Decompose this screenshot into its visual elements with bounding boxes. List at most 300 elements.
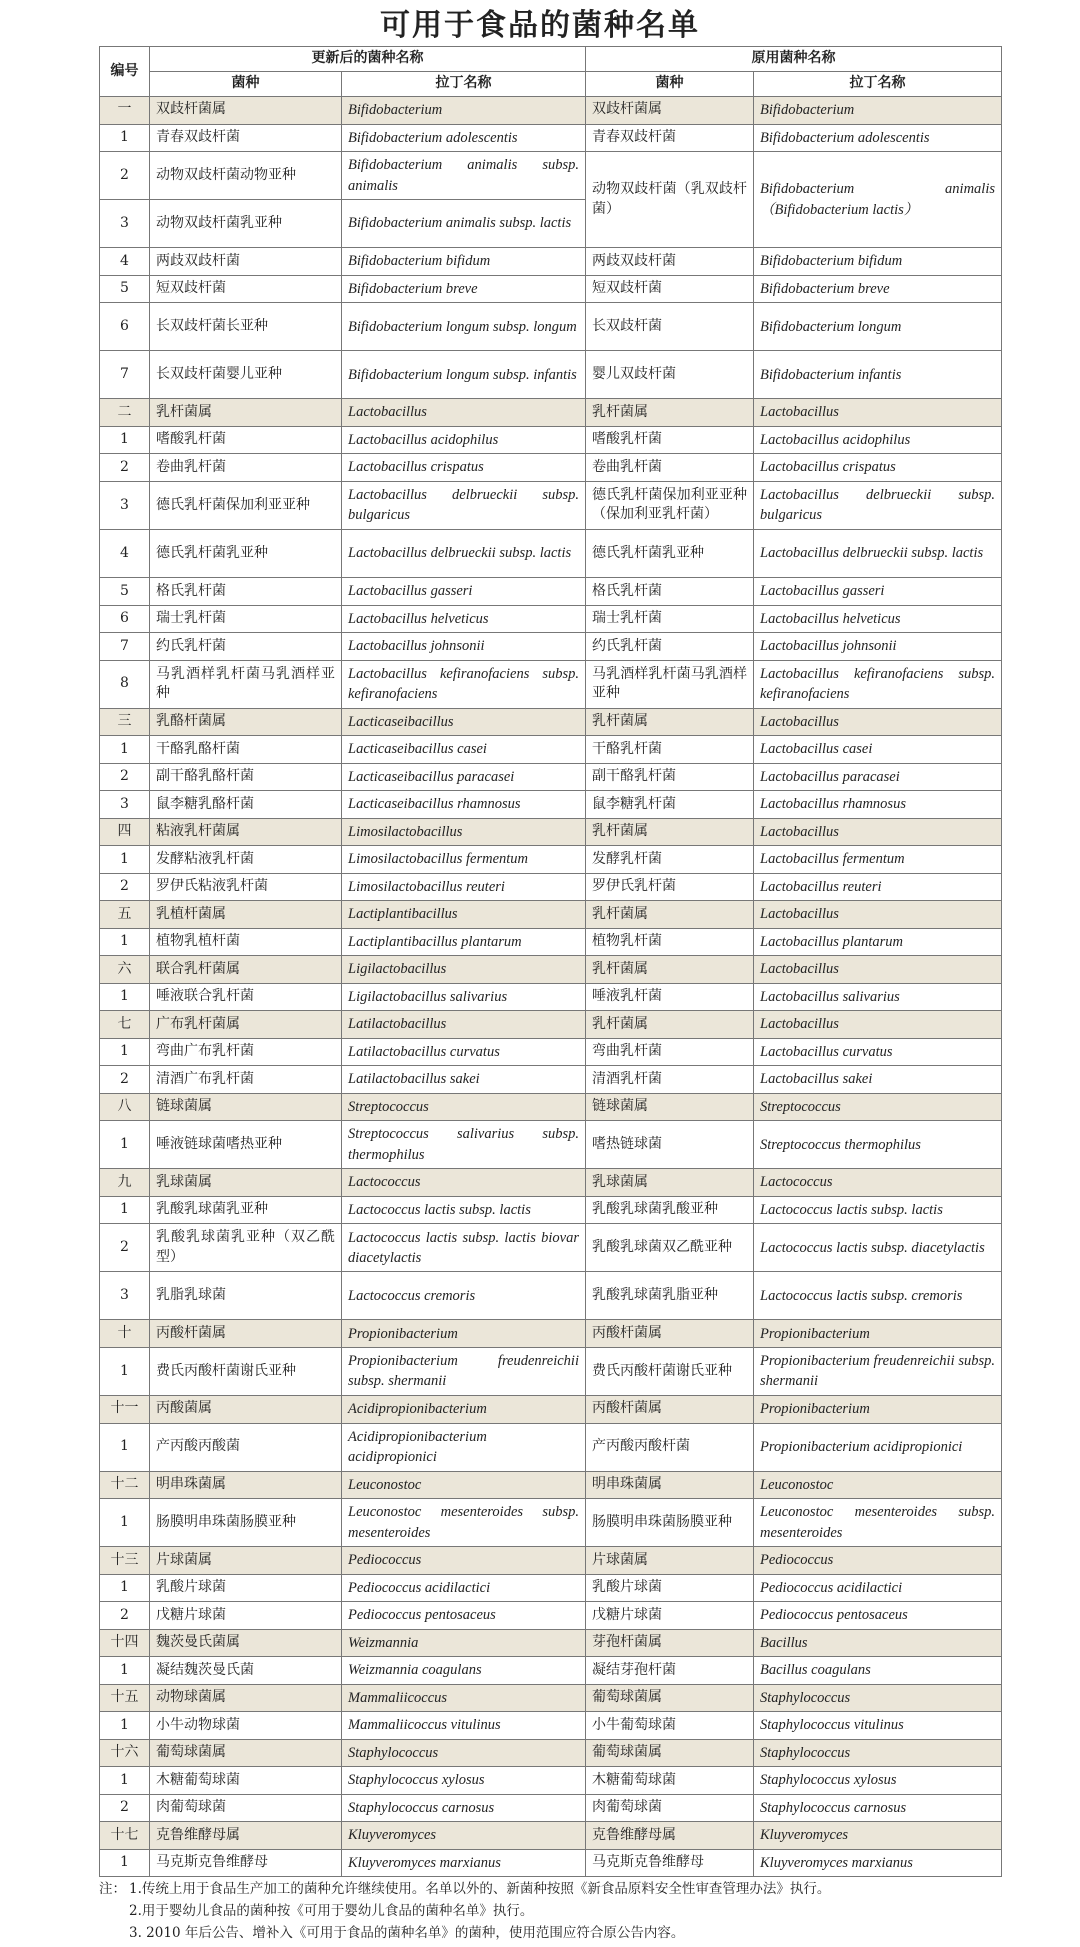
updated-species-name: 粘液乳杆菌属: [150, 818, 342, 846]
genus-row: [100, 901, 1002, 929]
header-original-names: 原用菌种名称: [586, 47, 1002, 72]
species-row: [100, 1038, 1002, 1066]
updated-species-name: 动物球菌属: [150, 1684, 342, 1712]
updated-species-name: 罗伊氏粘液乳杆菌: [150, 873, 342, 901]
row-number: 2: [100, 873, 150, 901]
updated-species-name: 链球菌属: [150, 1093, 342, 1121]
original-latin-name: Lactobacillus: [754, 708, 1002, 736]
updated-latin-name: Kluyveromyces marxianus: [342, 1849, 586, 1877]
updated-species-name: 马乳酒样乳杆菌马乳酒样亚种: [150, 660, 342, 708]
header-original-species: 菌种: [586, 72, 754, 97]
genus-row: [100, 1169, 1002, 1197]
updated-species-name: 清酒广布乳杆菌: [150, 1066, 342, 1094]
updated-species-name: 乳球菌属: [150, 1169, 342, 1197]
updated-species-name: 格氏乳杆菌: [150, 578, 342, 606]
updated-species-name: 瑞士乳杆菌: [150, 605, 342, 633]
original-latin-name: Lactobacillus johnsonii: [754, 633, 1002, 661]
row-number: 6: [100, 605, 150, 633]
updated-species-name: 唾液联合乳杆菌: [150, 983, 342, 1011]
row-number: 2: [100, 1066, 150, 1094]
updated-species-name: 肠膜明串珠菌肠膜亚种: [150, 1499, 342, 1547]
updated-latin-name: Weizmannia: [342, 1629, 586, 1657]
original-latin-name: Propionibacterium: [754, 1320, 1002, 1348]
row-number: 1: [100, 426, 150, 454]
original-species-name: 乳酸乳球菌乳脂亚种: [586, 1272, 754, 1320]
row-number: 7: [100, 633, 150, 661]
original-latin-name: Lactobacillus plantarum: [754, 928, 1002, 956]
updated-latin-name: Mammaliicoccus: [342, 1684, 586, 1712]
updated-latin-name: Staphylococcus xylosus: [342, 1767, 586, 1795]
row-number: 1: [100, 1499, 150, 1547]
updated-latin-name: Lactobacillus acidophilus: [342, 426, 586, 454]
species-row: [100, 1499, 1002, 1547]
original-latin-name: Staphylococcus vitulinus: [754, 1712, 1002, 1740]
species-row: [100, 303, 1002, 351]
row-number: 2: [100, 454, 150, 482]
original-latin-name: Staphylococcus xylosus: [754, 1767, 1002, 1795]
original-latin-name: Lactobacillus salivarius: [754, 983, 1002, 1011]
updated-species-name: 植物乳植杆菌: [150, 928, 342, 956]
original-latin-name: Pediococcus pentosaceus: [754, 1602, 1002, 1630]
species-row: [100, 578, 1002, 606]
updated-latin-name: Acidipropionibacterium: [342, 1396, 586, 1424]
genus-row: [100, 1629, 1002, 1657]
updated-species-name: 乳酸乳球菌乳亚种: [150, 1196, 342, 1224]
updated-species-name: 唾液链球菌嗜热亚种: [150, 1121, 342, 1169]
row-number: 5: [100, 275, 150, 303]
note-text: 1.传统上用于食品生产加工的菌种允许继续使用。名单以外的、新菌种按照《新食品原料安全性审查管理办法》执行。: [129, 1881, 831, 1897]
row-number: 7: [100, 351, 150, 399]
row-number: 三: [100, 708, 150, 736]
note-line-1: [99, 1878, 1029, 1900]
updated-species-name: 乳酪杆菌属: [150, 708, 342, 736]
row-number: 1: [100, 1038, 150, 1066]
updated-species-name: 产丙酸丙酸菌: [150, 1423, 342, 1471]
updated-latin-name: Lactobacillus delbrueckii subsp. lactis: [342, 529, 586, 577]
species-row: [100, 1196, 1002, 1224]
header-row-sub: [100, 72, 1002, 97]
updated-latin-name: Limosilactobacillus fermentum: [342, 846, 586, 874]
row-number: 1: [100, 1574, 150, 1602]
updated-species-name: 长双歧杆菌长亚种: [150, 303, 342, 351]
genus-row: [100, 1547, 1002, 1575]
genus-row: [100, 1739, 1002, 1767]
original-latin-name: Lactobacillus crispatus: [754, 454, 1002, 482]
header-row-top: [100, 47, 1002, 72]
original-species-name: 罗伊氏乳杆菌: [586, 873, 754, 901]
updated-latin-name: Propionibacterium freudenreichii subsp. shermanii: [342, 1347, 586, 1395]
updated-latin-name: Bifidobacterium longum subsp. infantis: [342, 351, 586, 399]
original-latin-name: Lactobacillus reuteri: [754, 873, 1002, 901]
original-species-name: 乳杆菌属: [586, 708, 754, 736]
updated-latin-name: Bifidobacterium breve: [342, 275, 586, 303]
updated-latin-name: Latilactobacillus sakei: [342, 1066, 586, 1094]
original-latin-name: Lactobacillus: [754, 818, 1002, 846]
original-species-name: 产丙酸丙酸杆菌: [586, 1423, 754, 1471]
updated-species-name: 发酵粘液乳杆菌: [150, 846, 342, 874]
original-latin-name: Leuconostoc mesenteroides subsp. mesenteroides: [754, 1499, 1002, 1547]
original-latin-name: Lactobacillus acidophilus: [754, 426, 1002, 454]
row-number: 1: [100, 736, 150, 764]
updated-species-name: 动物双歧杆菌动物亚种: [150, 152, 342, 200]
row-number: 3: [100, 481, 150, 529]
row-number: 2: [100, 1602, 150, 1630]
row-number: 一: [100, 97, 150, 125]
row-number: 1: [100, 846, 150, 874]
updated-species-name: 丙酸菌属: [150, 1396, 342, 1424]
species-row: [100, 351, 1002, 399]
original-latin-name: Bifidobacterium bifidum: [754, 248, 1002, 276]
note-text: 3. 2010 年后公告、增补入《可用于食品的菌种名单》的菌种，使用范围应符合原公告内容。: [129, 1925, 685, 1941]
updated-species-name: 约氏乳杆菌: [150, 633, 342, 661]
row-number: 1: [100, 983, 150, 1011]
row-number: 四: [100, 818, 150, 846]
original-species-name: 马克斯克鲁维酵母: [586, 1849, 754, 1877]
row-number: 3: [100, 200, 150, 248]
row-number: 1: [100, 1712, 150, 1740]
updated-latin-name: Lactobacillus helveticus: [342, 605, 586, 633]
original-latin-name: Pediococcus: [754, 1547, 1002, 1575]
updated-latin-name: Latilactobacillus curvatus: [342, 1038, 586, 1066]
updated-species-name: 克鲁维酵母属: [150, 1822, 342, 1850]
updated-species-name: 联合乳杆菌属: [150, 956, 342, 984]
genus-row: [100, 818, 1002, 846]
updated-latin-name: Lacticaseibacillus casei: [342, 736, 586, 764]
original-species-name: 木糖葡萄球菌: [586, 1767, 754, 1795]
row-number: 十四: [100, 1629, 150, 1657]
species-row: [100, 1347, 1002, 1395]
original-latin-name: Propionibacterium freudenreichii subsp. shermanii: [754, 1347, 1002, 1395]
row-number: 十三: [100, 1547, 150, 1575]
species-row: [100, 763, 1002, 791]
row-number: 十五: [100, 1684, 150, 1712]
original-latin-name: Streptococcus thermophilus: [754, 1121, 1002, 1169]
species-row: [100, 928, 1002, 956]
species-row: [100, 426, 1002, 454]
row-number: 1: [100, 1121, 150, 1169]
original-species-name: 芽孢杆菌属: [586, 1629, 754, 1657]
genus-row: [100, 1822, 1002, 1850]
species-row: [100, 454, 1002, 482]
original-species-name: 乳杆菌属: [586, 818, 754, 846]
original-latin-name: Bifidobacterium animalis （Bifidobacterium lactis）: [754, 152, 1002, 248]
original-latin-name: Propionibacterium: [754, 1396, 1002, 1424]
original-species-name: 短双歧杆菌: [586, 275, 754, 303]
header-original-latin: 拉丁名称: [754, 72, 1002, 97]
updated-species-name: 乳酸乳球菌乳亚种（双乙酰型）: [150, 1224, 342, 1272]
genus-row: [100, 399, 1002, 427]
row-number: 六: [100, 956, 150, 984]
species-row: [100, 605, 1002, 633]
original-species-name: 小牛葡萄球菌: [586, 1712, 754, 1740]
note-line-3: [99, 1922, 1029, 1944]
updated-latin-name: Lactobacillus crispatus: [342, 454, 586, 482]
header-updated-latin: 拉丁名称: [342, 72, 586, 97]
species-row: [100, 1224, 1002, 1272]
updated-latin-name: Staphylococcus: [342, 1739, 586, 1767]
original-latin-name: Bacillus coagulans: [754, 1657, 1002, 1685]
genus-row: [100, 1093, 1002, 1121]
genus-row: [100, 1320, 1002, 1348]
original-species-name: 凝结芽孢杆菌: [586, 1657, 754, 1685]
updated-latin-name: Streptococcus: [342, 1093, 586, 1121]
updated-latin-name: Weizmannia coagulans: [342, 1657, 586, 1685]
row-number: 二: [100, 399, 150, 427]
genus-row: [100, 1471, 1002, 1499]
row-number: 3: [100, 791, 150, 819]
original-species-name: 德氏乳杆菌乳亚种: [586, 529, 754, 577]
species-row: [100, 248, 1002, 276]
updated-species-name: 丙酸杆菌属: [150, 1320, 342, 1348]
updated-species-name: 乳杆菌属: [150, 399, 342, 427]
original-species-name: 丙酸杆菌属: [586, 1320, 754, 1348]
row-number: 十七: [100, 1822, 150, 1850]
row-number: 十二: [100, 1471, 150, 1499]
row-number: 4: [100, 248, 150, 276]
updated-latin-name: Bifidobacterium bifidum: [342, 248, 586, 276]
updated-species-name: 德氏乳杆菌保加利亚亚种: [150, 481, 342, 529]
row-number: 1: [100, 1849, 150, 1877]
updated-species-name: 长双歧杆菌婴儿亚种: [150, 351, 342, 399]
original-species-name: 费氏丙酸杆菌谢氏亚种: [586, 1347, 754, 1395]
updated-species-name: 乳脂乳球菌: [150, 1272, 342, 1320]
original-latin-name: Lactobacillus delbrueckii subsp. lactis: [754, 529, 1002, 577]
row-number: 6: [100, 303, 150, 351]
original-species-name: 格氏乳杆菌: [586, 578, 754, 606]
row-number: 五: [100, 901, 150, 929]
original-species-name: 葡萄球菌属: [586, 1739, 754, 1767]
species-row: [100, 873, 1002, 901]
updated-species-name: 马克斯克鲁维酵母: [150, 1849, 342, 1877]
original-latin-name: Lactobacillus helveticus: [754, 605, 1002, 633]
species-row: [100, 529, 1002, 577]
original-species-name: 肠膜明串珠菌肠膜亚种: [586, 1499, 754, 1547]
updated-latin-name: Lactobacillus kefiranofaciens subsp. kefiranofaciens: [342, 660, 586, 708]
original-species-name: 瑞士乳杆菌: [586, 605, 754, 633]
updated-latin-name: Bifidobacterium animalis subsp. animalis: [342, 152, 586, 200]
updated-latin-name: Lactobacillus delbrueckii subsp. bulgaricus: [342, 481, 586, 529]
updated-species-name: 卷曲乳杆菌: [150, 454, 342, 482]
row-number: 2: [100, 1224, 150, 1272]
original-species-name: 乳杆菌属: [586, 1011, 754, 1039]
original-species-name: 乳酸乳球菌乳酸亚种: [586, 1196, 754, 1224]
row-number: 九: [100, 1169, 150, 1197]
original-species-name: 丙酸杆菌属: [586, 1396, 754, 1424]
original-species-name: 双歧杆菌属: [586, 97, 754, 125]
species-row: [100, 1066, 1002, 1094]
header-updated-names: 更新后的菌种名称: [150, 47, 586, 72]
updated-latin-name: Lactococcus lactis subsp. lactis biovar diacetylactis: [342, 1224, 586, 1272]
row-number: 4: [100, 529, 150, 577]
updated-latin-name: Latilactobacillus: [342, 1011, 586, 1039]
original-species-name: 乳酸片球菌: [586, 1574, 754, 1602]
original-latin-name: Staphylococcus carnosus: [754, 1794, 1002, 1822]
original-latin-name: Lactobacillus paracasei: [754, 763, 1002, 791]
updated-species-name: 动物双歧杆菌乳亚种: [150, 200, 342, 248]
updated-latin-name: Leuconostoc mesenteroides subsp. mesenteroides: [342, 1499, 586, 1547]
updated-species-name: 嗜酸乳杆菌: [150, 426, 342, 454]
row-number: 1: [100, 1767, 150, 1795]
original-latin-name: Lactobacillus delbrueckii subsp. bulgaricus: [754, 481, 1002, 529]
species-row: [100, 124, 1002, 152]
header-number: 编号: [100, 47, 150, 97]
updated-latin-name: Ligilactobacillus: [342, 956, 586, 984]
updated-latin-name: Lacticaseibacillus paracasei: [342, 763, 586, 791]
notes-label: 注：: [99, 1881, 126, 1897]
original-species-name: 乳球菌属: [586, 1169, 754, 1197]
original-species-name: 乳杆菌属: [586, 399, 754, 427]
original-species-name: 葡萄球菌属: [586, 1684, 754, 1712]
updated-species-name: 青春双歧杆菌: [150, 124, 342, 152]
original-latin-name: Staphylococcus: [754, 1684, 1002, 1712]
updated-species-name: 乳酸片球菌: [150, 1574, 342, 1602]
updated-latin-name: Streptococcus salivarius subsp. thermophilus: [342, 1121, 586, 1169]
updated-species-name: 弯曲广布乳杆菌: [150, 1038, 342, 1066]
row-number: 3: [100, 1272, 150, 1320]
species-row: [100, 983, 1002, 1011]
updated-latin-name: Bifidobacterium animalis subsp. lactis: [342, 200, 586, 248]
updated-latin-name: Bifidobacterium: [342, 97, 586, 125]
updated-species-name: 戊糖片球菌: [150, 1602, 342, 1630]
original-latin-name: Lactobacillus: [754, 901, 1002, 929]
species-row: [100, 1272, 1002, 1320]
updated-species-name: 魏茨曼氏菌属: [150, 1629, 342, 1657]
species-row: [100, 846, 1002, 874]
species-row: [100, 275, 1002, 303]
row-number: 1: [100, 1347, 150, 1395]
original-latin-name: Bifidobacterium breve: [754, 275, 1002, 303]
strain-table-container: [99, 46, 1001, 1876]
original-latin-name: Lactococcus lactis subsp. lactis: [754, 1196, 1002, 1224]
note-text: 2.用于婴幼儿食品的菌种按《可用于婴幼儿食品的菌种名单》执行。: [129, 1903, 534, 1919]
original-latin-name: Bacillus: [754, 1629, 1002, 1657]
updated-latin-name: Lactococcus: [342, 1169, 586, 1197]
original-species-name: 植物乳杆菌: [586, 928, 754, 956]
updated-latin-name: Lacticaseibacillus: [342, 708, 586, 736]
updated-species-name: 小牛动物球菌: [150, 1712, 342, 1740]
updated-species-name: 片球菌属: [150, 1547, 342, 1575]
species-row: [100, 1849, 1002, 1877]
updated-latin-name: Kluyveromyces: [342, 1822, 586, 1850]
updated-species-name: 广布乳杆菌属: [150, 1011, 342, 1039]
original-species-name: 卷曲乳杆菌: [586, 454, 754, 482]
species-row: [100, 633, 1002, 661]
row-number: 2: [100, 763, 150, 791]
original-latin-name: Kluyveromyces marxianus: [754, 1849, 1002, 1877]
original-species-name: 乳杆菌属: [586, 956, 754, 984]
original-latin-name: Lactobacillus rhamnosus: [754, 791, 1002, 819]
original-species-name: 动物双歧杆菌（乳双歧杆菌）: [586, 152, 754, 248]
updated-latin-name: Pediococcus acidilactici: [342, 1574, 586, 1602]
row-number: 2: [100, 1794, 150, 1822]
updated-latin-name: Leuconostoc: [342, 1471, 586, 1499]
updated-latin-name: Mammaliicoccus vitulinus: [342, 1712, 586, 1740]
page-title: 可用于食品的菌种名单: [380, 8, 700, 43]
row-number: 八: [100, 1093, 150, 1121]
updated-latin-name: Acidipropionibacterium acidipropionici: [342, 1423, 586, 1471]
updated-latin-name: Lactiplantibacillus plantarum: [342, 928, 586, 956]
updated-latin-name: Pediococcus: [342, 1547, 586, 1575]
original-latin-name: Bifidobacterium adolescentis: [754, 124, 1002, 152]
row-number: 1: [100, 124, 150, 152]
original-species-name: 链球菌属: [586, 1093, 754, 1121]
original-latin-name: Bifidobacterium: [754, 97, 1002, 125]
updated-latin-name: Lactococcus cremoris: [342, 1272, 586, 1320]
updated-species-name: 鼠李糖乳酪杆菌: [150, 791, 342, 819]
updated-latin-name: Propionibacterium: [342, 1320, 586, 1348]
original-latin-name: Propionibacterium acidipropionici: [754, 1423, 1002, 1471]
species-row: [100, 1657, 1002, 1685]
updated-species-name: 费氏丙酸杆菌谢氏亚种: [150, 1347, 342, 1395]
original-latin-name: Bifidobacterium infantis: [754, 351, 1002, 399]
original-species-name: 青春双歧杆菌: [586, 124, 754, 152]
original-latin-name: Leuconostoc: [754, 1471, 1002, 1499]
updated-latin-name: Bifidobacterium adolescentis: [342, 124, 586, 152]
original-latin-name: Lactobacillus kefiranofaciens subsp. kefiranofaciens: [754, 660, 1002, 708]
species-row: [100, 1121, 1002, 1169]
row-number: 1: [100, 1657, 150, 1685]
original-species-name: 干酪乳杆菌: [586, 736, 754, 764]
original-species-name: 约氏乳杆菌: [586, 633, 754, 661]
species-row: [100, 1574, 1002, 1602]
updated-species-name: 凝结魏茨曼氏菌: [150, 1657, 342, 1685]
genus-row: [100, 1396, 1002, 1424]
updated-latin-name: Lactiplantibacillus: [342, 901, 586, 929]
original-latin-name: Streptococcus: [754, 1093, 1002, 1121]
original-latin-name: Staphylococcus: [754, 1739, 1002, 1767]
original-species-name: 鼠李糖乳杆菌: [586, 791, 754, 819]
original-latin-name: Lactobacillus fermentum: [754, 846, 1002, 874]
genus-row: [100, 97, 1002, 125]
strain-table: [99, 46, 1002, 1877]
updated-latin-name: Bifidobacterium longum subsp. longum: [342, 303, 586, 351]
original-species-name: 婴儿双歧杆菌: [586, 351, 754, 399]
original-species-name: 肉葡萄球菌: [586, 1794, 754, 1822]
species-row: [100, 1794, 1002, 1822]
updated-latin-name: Lactococcus lactis subsp. lactis: [342, 1196, 586, 1224]
species-row: [100, 1602, 1002, 1630]
original-species-name: 片球菌属: [586, 1547, 754, 1575]
header-updated-species: 菌种: [150, 72, 342, 97]
updated-latin-name: Ligilactobacillus salivarius: [342, 983, 586, 1011]
original-latin-name: Lactococcus: [754, 1169, 1002, 1197]
updated-species-name: 明串珠菌属: [150, 1471, 342, 1499]
original-species-name: 清酒乳杆菌: [586, 1066, 754, 1094]
original-species-name: 发酵乳杆菌: [586, 846, 754, 874]
notes: [99, 1878, 1029, 1944]
updated-species-name: 葡萄球菌属: [150, 1739, 342, 1767]
original-species-name: 克鲁维酵母属: [586, 1822, 754, 1850]
genus-row: [100, 1011, 1002, 1039]
species-row: [100, 736, 1002, 764]
original-species-name: 乳酸乳球菌双乙酰亚种: [586, 1224, 754, 1272]
strain-table-body: [100, 47, 1002, 1877]
row-number: 5: [100, 578, 150, 606]
original-latin-name: Lactobacillus: [754, 399, 1002, 427]
row-number: 1: [100, 1196, 150, 1224]
row-number: 七: [100, 1011, 150, 1039]
note-line-2: [99, 1900, 1029, 1922]
updated-species-name: 短双歧杆菌: [150, 275, 342, 303]
updated-species-name: 木糖葡萄球菌: [150, 1767, 342, 1795]
updated-latin-name: Lactobacillus gasseri: [342, 578, 586, 606]
original-latin-name: Lactobacillus casei: [754, 736, 1002, 764]
species-row: [100, 660, 1002, 708]
original-species-name: 嗜酸乳杆菌: [586, 426, 754, 454]
original-species-name: 弯曲乳杆菌: [586, 1038, 754, 1066]
original-latin-name: Lactobacillus gasseri: [754, 578, 1002, 606]
updated-species-name: 双歧杆菌属: [150, 97, 342, 125]
